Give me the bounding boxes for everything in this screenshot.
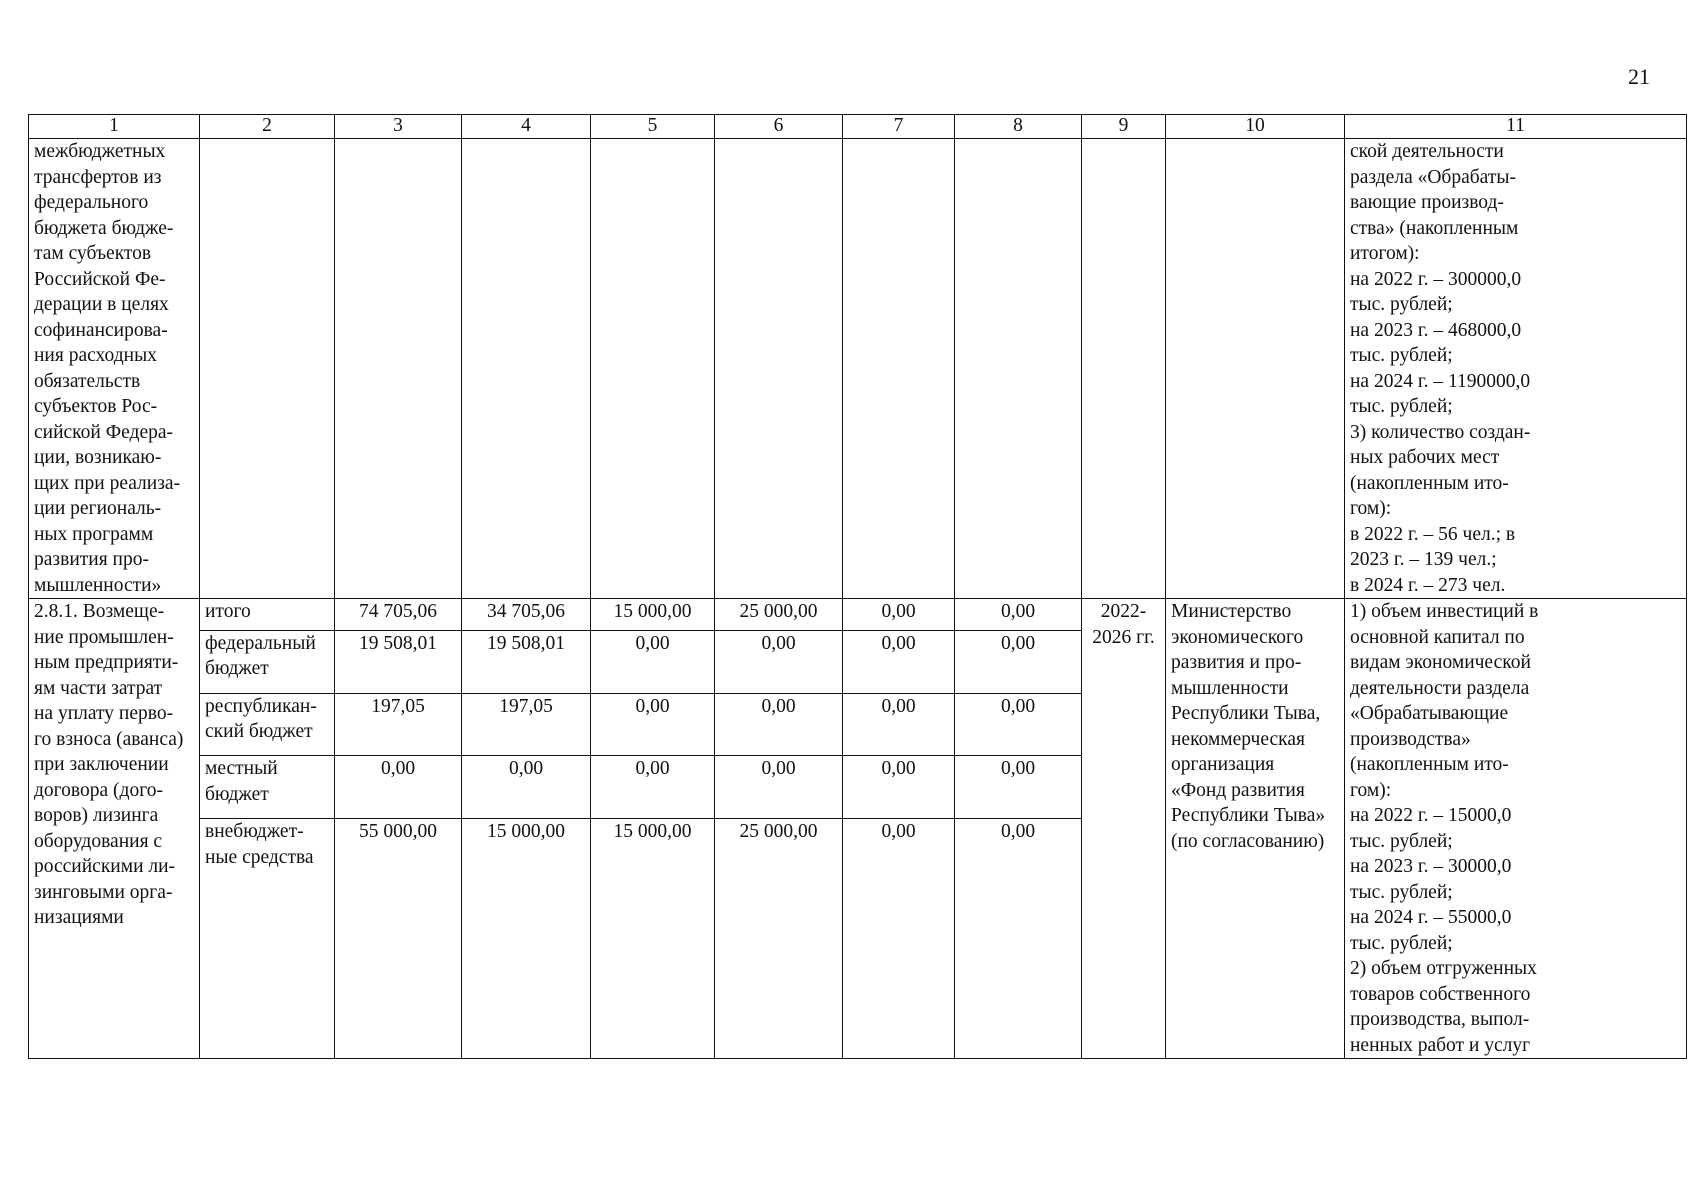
column-header: 4 xyxy=(462,115,591,139)
amount-cell: 0,00 xyxy=(715,630,843,693)
amount-cell: 55 000,00 xyxy=(335,819,462,1059)
empty-cell xyxy=(1082,139,1166,599)
empty-cell xyxy=(843,139,955,599)
amount-cell: 0,00 xyxy=(715,756,843,819)
funding-source: итого xyxy=(200,599,335,631)
executor-cell: Министерство экономического развития и про- мышленности Республики Тыва, некоммерческая организация «Фонд развития Республики Тыва» (по согласованию) xyxy=(1166,599,1345,1059)
amount-cell: 15 000,00 xyxy=(462,819,591,1059)
column-header: 7 xyxy=(843,115,955,139)
empty-cell xyxy=(200,139,335,599)
amount-cell: 0,00 xyxy=(843,599,955,631)
column-header: 3 xyxy=(335,115,462,139)
amount-cell: 0,00 xyxy=(335,756,462,819)
program-table xyxy=(28,114,1687,1059)
empty-cell xyxy=(591,139,715,599)
column-number-row xyxy=(29,115,1687,139)
empty-cell xyxy=(1166,139,1345,599)
amount-cell: 15 000,00 xyxy=(591,819,715,1059)
amount-cell: 0,00 xyxy=(955,599,1082,631)
column-header: 2 xyxy=(200,115,335,139)
table-row xyxy=(29,599,1687,631)
funding-source: местный бюджет xyxy=(200,756,335,819)
amount-cell: 0,00 xyxy=(591,693,715,756)
amount-cell: 25 000,00 xyxy=(715,819,843,1059)
amount-cell: 0,00 xyxy=(715,693,843,756)
period-cell: 2022- 2026 гг. xyxy=(1082,599,1166,1059)
continued-measure-name: межбюджетных трансфертов из федерального бюджета бюдже- там субъектов Российской Фе- дерации в целях софинансирова- ния расходных обязательств субъектов Рос- сийской Федера- ции, возникаю- щих при реализа- ции региональ- ных программ развития про- мышленности» xyxy=(29,139,200,599)
empty-cell xyxy=(955,139,1082,599)
empty-cell xyxy=(335,139,462,599)
continuation-row xyxy=(29,139,1687,599)
amount-cell: 0,00 xyxy=(955,756,1082,819)
column-header: 10 xyxy=(1166,115,1345,139)
column-header: 6 xyxy=(715,115,843,139)
empty-cell xyxy=(462,139,591,599)
amount-cell: 0,00 xyxy=(955,819,1082,1059)
column-header: 11 xyxy=(1345,115,1687,139)
column-header: 5 xyxy=(591,115,715,139)
empty-cell xyxy=(715,139,843,599)
continued-result-text: ской деятельности раздела «Обрабаты- вающие производ- ства» (накопленным итогом): на 2022 г. – 300000,0 тыс. рублей; на 2023 г. – 468000,0 тыс. рублей; на 2024 г. – 1190000,0 тыс. рублей; 3) количество создан- ных рабочих мест (накопленным ито- гом): в 2022 г. – 56 чел.; в 2023 г. – 139 чел.; в 2024 г. – 273 чел. xyxy=(1345,139,1687,599)
amount-cell: 197,05 xyxy=(462,693,591,756)
amount-cell: 0,00 xyxy=(462,756,591,819)
page-number: 21 xyxy=(1628,64,1650,89)
amount-cell: 15 000,00 xyxy=(591,599,715,631)
funding-source: внебюджет- ные средства xyxy=(200,819,335,1059)
amount-cell: 0,00 xyxy=(591,756,715,819)
measure-name: 2.8.1. Возмеще- ние промышлен- ным предприяти- ям части затрат на уплату перво- го взноса (аванса) при заключении договора (дого- воров) лизинга оборудования с российскими ли- зинговыми орга- низациями xyxy=(29,599,200,1059)
column-header: 8 xyxy=(955,115,1082,139)
amount-cell: 74 705,06 xyxy=(335,599,462,631)
funding-source: федеральный бюджет xyxy=(200,630,335,693)
amount-cell: 0,00 xyxy=(843,693,955,756)
amount-cell: 19 508,01 xyxy=(335,630,462,693)
result-cell: 1) объем инвестиций в основной капитал по видам экономической деятельности раздела «Обрабатывающие производства» (накопленным ито- гом): на 2022 г. – 15000,0 тыс. рублей; на 2023 г. – 30000,0 тыс. рублей; на 2024 г. – 55000,0 тыс. рублей; 2) объем отгруженных товаров собственного производства, выпол- ненных работ и услуг xyxy=(1345,599,1687,1059)
amount-cell: 0,00 xyxy=(843,756,955,819)
column-header: 1 xyxy=(29,115,200,139)
amount-cell: 34 705,06 xyxy=(462,599,591,631)
column-header: 9 xyxy=(1082,115,1166,139)
funding-source: республикан- ский бюджет xyxy=(200,693,335,756)
amount-cell: 0,00 xyxy=(591,630,715,693)
amount-cell: 0,00 xyxy=(955,693,1082,756)
amount-cell: 197,05 xyxy=(335,693,462,756)
amount-cell: 0,00 xyxy=(843,819,955,1059)
amount-cell: 0,00 xyxy=(955,630,1082,693)
amount-cell: 0,00 xyxy=(843,630,955,693)
amount-cell: 25 000,00 xyxy=(715,599,843,631)
amount-cell: 19 508,01 xyxy=(462,630,591,693)
